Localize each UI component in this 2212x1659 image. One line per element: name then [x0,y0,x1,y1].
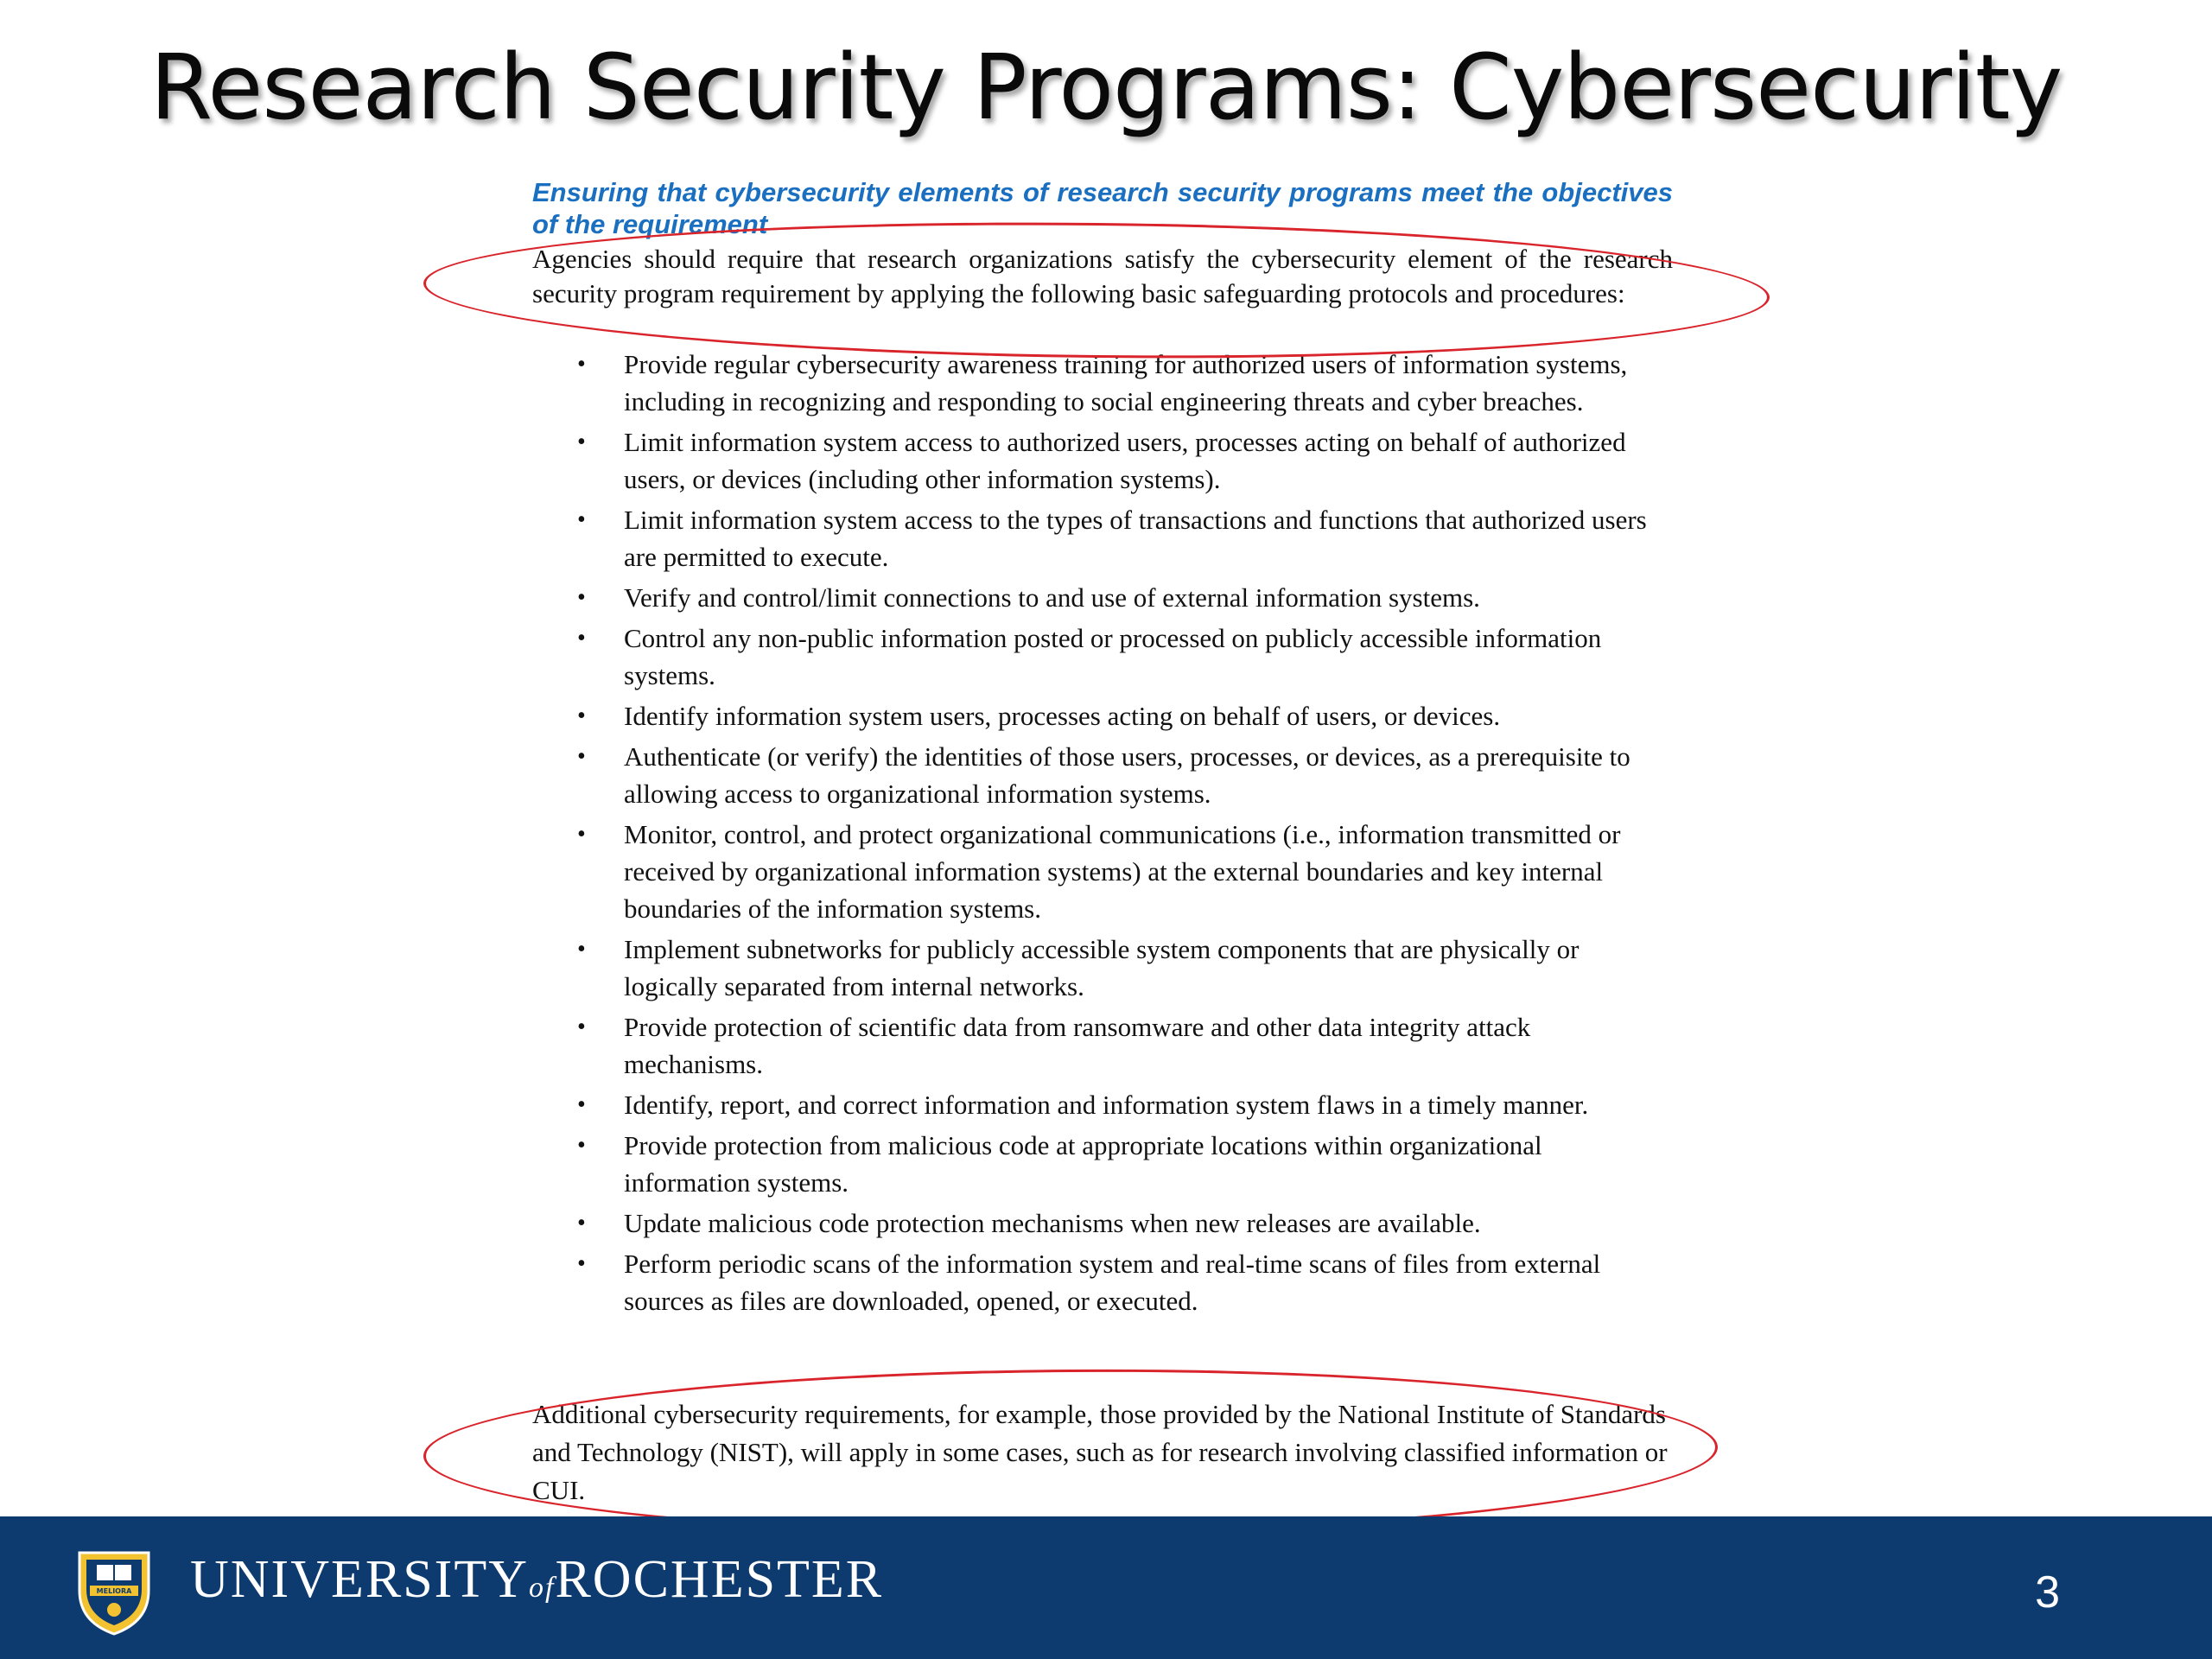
document-intro: Agencies should require that research organizations satisfy the cybersecurity element of the research security program requirement by applying the following basic safeguarding protocols and procedures: [532,244,1673,308]
bullet-item [524,1127,1664,1201]
bullet-item [524,1205,1664,1242]
bullet-text: Limit information system access to authorized users, processes acting on behalf of authorized users, or devices (including other information systems). [624,427,1626,494]
bullet-item [524,738,1664,812]
university-wordmark [190,1549,883,1611]
bullet-item [524,579,1664,616]
bullet-text: Update malicious code protection mechanisms when new releases are available. [624,1208,1481,1238]
bullet-icon: • [577,351,586,378]
bullet-icon: • [577,821,586,848]
bullet-icon: • [577,584,586,611]
slide-title: Research Security Programs: Cybersecurity [149,35,2063,140]
bullet-text: Monitor, control, and protect organizational communications (i.e., information transmitted or received by organizational information systems) at the external boundaries and key internal boundaries of the information systems. [624,819,1621,924]
bullet-item [524,816,1664,927]
bullet-text: Provide protection of scientific data from ransomware and other data integrity attack mechanisms. [624,1012,1531,1079]
bullet-icon: • [577,429,586,455]
bullet-text: Perform periodic scans of the information system and real-time scans of files from external sources as files are downloaded, opened, or executed. [624,1249,1601,1316]
bullet-item [524,1086,1664,1123]
bullet-icon: • [577,1250,586,1277]
bullet-text: Implement subnetworks for publicly accessible system components that are physically or logically separated from internal networks. [624,934,1580,1001]
bullet-text: Control any non-public information posted or processed on publicly accessible information systems. [624,623,1602,690]
seal-motto: MELIORA [96,1587,132,1595]
bullet-icon: • [577,1091,586,1118]
document-excerpt [524,173,1673,1516]
bullet-item [524,620,1664,694]
bullet-text: Limit information system access to the types of transactions and functions that authorized users are permitted to execute. [624,505,1647,572]
university-of: of [528,1572,556,1604]
bullet-text: Authenticate (or verify) the identities of those users, processes, or devices, as a prerequisite to allowing access to organizational information systems. [624,741,1630,809]
bullet-icon: • [577,1210,586,1236]
bullet-icon: • [577,1014,586,1040]
rochester-word: ROCHESTER [555,1550,884,1609]
bullet-item [524,1008,1664,1083]
university-seal-icon [64,1539,164,1639]
bullet-icon: • [577,743,586,770]
bullet-text: Provide regular cybersecurity awareness training for authorized users of information systems, including in recognizing and responding to social engineering threats and cyber breaches. [624,349,1628,416]
bullet-text: Identify information system users, processes acting on behalf of users, or devices. [624,701,1501,731]
document-heading: Ensuring that cybersecurity elements of research security programs meet the objectives of the requirement [532,177,1673,239]
bullet-item [524,423,1664,498]
bullet-list [524,346,1664,1323]
bullet-icon: • [577,1132,586,1159]
bullet-text: Verify and control/limit connections to and use of external information systems. [624,582,1480,613]
bullet-icon: • [577,702,586,729]
bullet-item [524,931,1664,1005]
bullet-item [524,697,1664,734]
bullet-item [524,501,1664,575]
bullet-text: Provide protection from malicious code at appropriate locations within organizational information systems. [624,1130,1542,1198]
footer-bar [0,1516,2212,1659]
page-number: 3 [2035,1567,2060,1618]
bullet-icon: • [577,625,586,652]
bullet-icon: • [577,506,586,533]
bullet-icon: • [577,936,586,963]
bullet-item [524,1245,1664,1319]
university-word: UNIVERSITY [190,1550,529,1609]
document-closing: Additional cybersecurity requirements, for example, those provided by the National Institute of Standards and Technology (NIST), will apply in some cases, such as for research involving classified information or CUI. [532,1399,1668,1505]
bullet-text: Identify, report, and correct information and information system flaws in a timely manner. [624,1090,1589,1120]
